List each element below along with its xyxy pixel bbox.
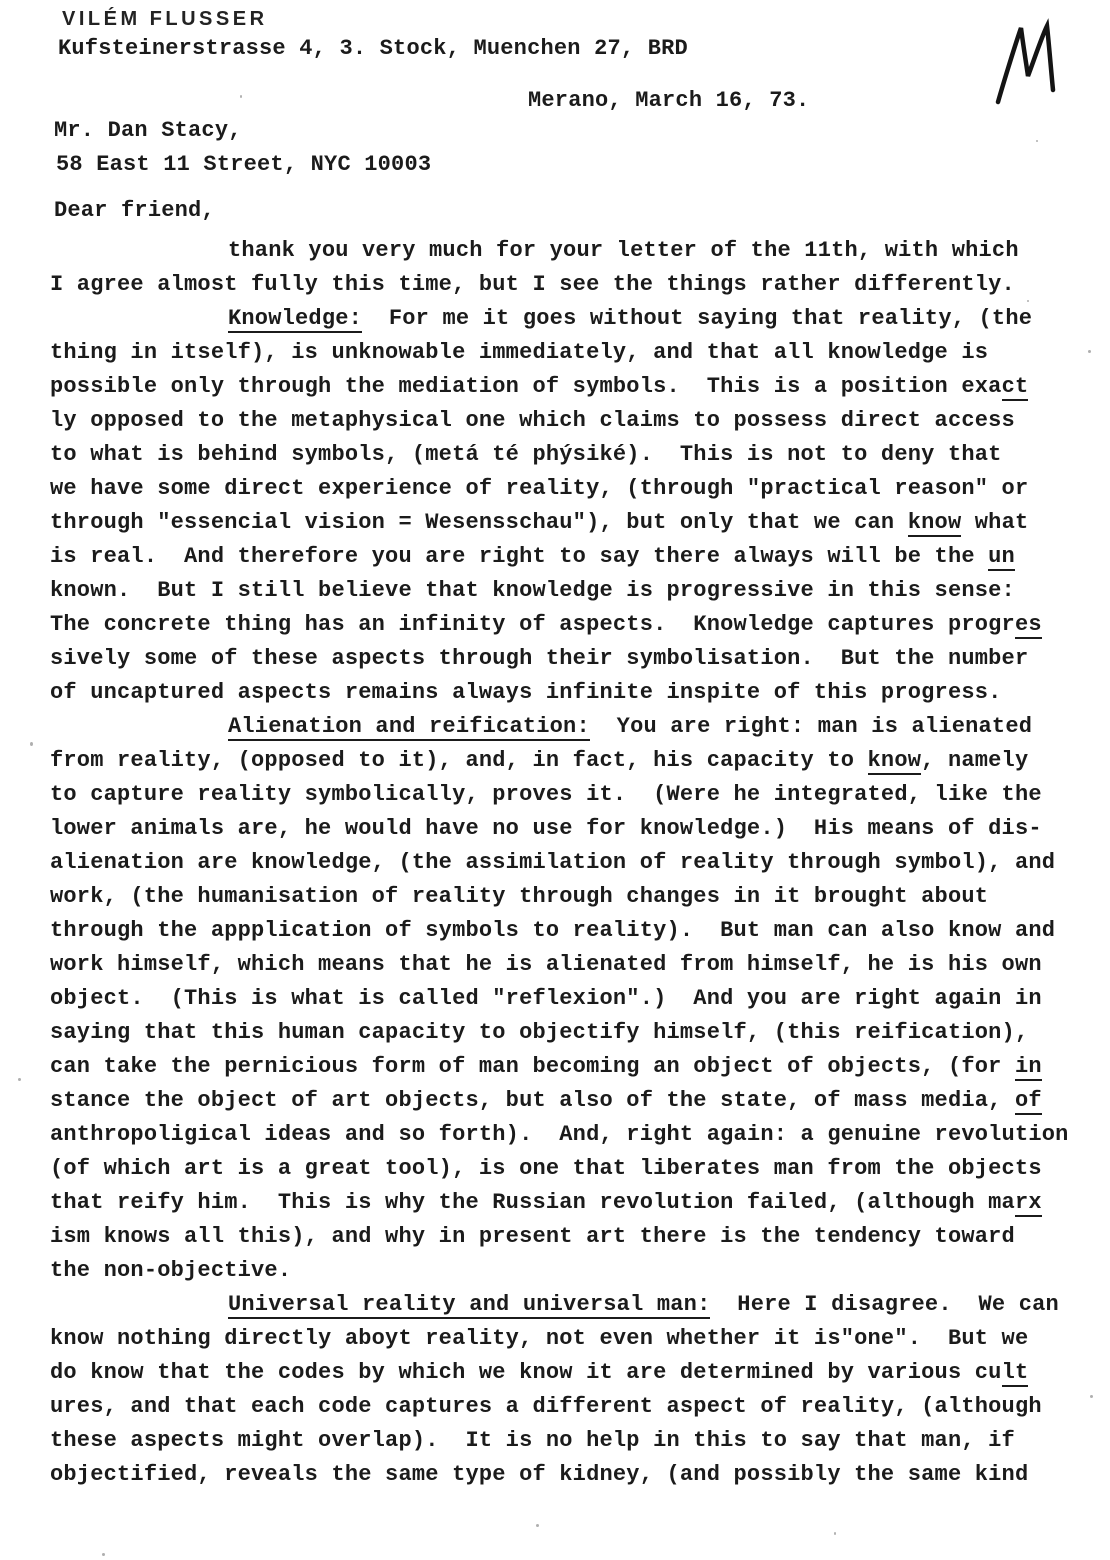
letter-line (50, 234, 1110, 268)
underlined-text: un (988, 544, 1015, 569)
letter-line (50, 438, 1110, 472)
letter-line (50, 1458, 1110, 1492)
handwritten-m-mark (988, 18, 1070, 110)
typed-text: know nothing directly aboyt reality, not even whether it is"one". But we (50, 1326, 1029, 1351)
typed-text: to capture reality symbolically, proves it. (Were he integrated, like the (50, 782, 1042, 807)
typed-text: what (961, 510, 1029, 535)
letter-line (50, 880, 1110, 914)
typed-text: thing in itself), is unknowable immediately, and that all knowledge is (50, 340, 989, 365)
typed-text: For me it goes without saying that reality, (the (362, 306, 1033, 331)
typed-text: lower animals are, he would have no use for knowledge.) His means of dis- (50, 816, 1042, 841)
typed-text: alienation are knowledge, (the assimilation of reality through symbol), and (50, 850, 1056, 875)
scan-speck (536, 1524, 539, 1527)
typed-text: do know that the codes by which we know it are determined by various cu (50, 1360, 1002, 1385)
letter-line (50, 1254, 1110, 1288)
letter-line (50, 404, 1110, 438)
letter-line (50, 370, 1110, 404)
letter-line (50, 336, 1110, 370)
typed-text: I agree almost fully this time, but I see the things rather differently. (50, 272, 1015, 297)
scan-speck (1088, 350, 1091, 353)
typed-text: sively some of these aspects through their symbolisation. But the number (50, 646, 1029, 671)
letter-line (50, 540, 1110, 574)
typed-text: work, (the humanisation of reality through changes in it brought about (50, 884, 989, 909)
typed-text: can take the pernicious form of man becoming an object of objects, (for (50, 1054, 1015, 1079)
typed-text: these aspects might overlap). It is no help in this to say that man, if (50, 1428, 1015, 1453)
typed-text: , namely (921, 748, 1029, 773)
letter-line (50, 608, 1110, 642)
letter-line (50, 1186, 1110, 1220)
typed-text: Here I disagree. We can (710, 1292, 1059, 1317)
letter-line (50, 948, 1110, 982)
underlined-text: Knowledge: (228, 306, 363, 331)
letterhead-address: Kufsteinerstrasse 4, 3. Stock, Muenchen 27, BRD (58, 36, 688, 61)
letter-line (50, 1084, 1110, 1118)
letter-line (50, 676, 1110, 710)
recipient-address: 58 East 11 Street, NYC 10003 (56, 152, 432, 177)
letter-line (50, 1118, 1110, 1152)
letter-line (50, 1322, 1110, 1356)
underlined-text: ct (1001, 374, 1029, 399)
letter-line (50, 778, 1110, 812)
letter-line (50, 914, 1110, 948)
typed-text: ism knows all this), and why in present art there is the tendency toward (50, 1224, 1015, 1249)
typed-text: You are right: man is alienated (589, 714, 1033, 739)
letter-line (50, 1050, 1110, 1084)
underlined-text: es (1014, 612, 1042, 637)
letter-line (50, 812, 1110, 846)
underlined-text: rx (1014, 1190, 1042, 1215)
scan-speck (18, 1078, 21, 1081)
typed-text: known. But I still believe that knowledge is progressive in this sense: (50, 578, 1015, 603)
typed-text: ly opposed to the metaphysical one which claims to possess direct access (50, 408, 1015, 433)
letter-line (50, 1016, 1110, 1050)
letter-line (50, 744, 1110, 778)
typed-text: we have some direct experience of reality, (through "practical reason" or (50, 476, 1029, 501)
scan-speck (102, 1553, 105, 1556)
letter-line (50, 1152, 1110, 1186)
letter-line (50, 506, 1110, 540)
typed-text: anthropoligical ideas and so forth). And, right again: a genuine revolution (50, 1122, 1069, 1147)
letter-line (50, 1220, 1110, 1254)
scan-speck (30, 742, 33, 746)
typed-text: the non-objective. (50, 1258, 292, 1283)
underlined-text: of (1014, 1088, 1042, 1113)
underlined-text: know (867, 748, 922, 773)
underlined-text: in (1014, 1054, 1042, 1079)
typed-text: work himself, which means that he is alienated from himself, he is his own (50, 952, 1042, 977)
typed-text: from reality, (opposed to it), and, in fact, his capacity to (50, 748, 868, 773)
typed-text: ures, and that each code captures a different aspect of reality, (although (50, 1394, 1042, 1419)
typed-text: of uncaptured aspects remains always infinite inspite of this progress. (50, 680, 1002, 705)
typed-text: that reify him. This is why the Russian revolution failed, (although ma (50, 1190, 1015, 1215)
letter-line (50, 1424, 1110, 1458)
letter-line (50, 472, 1110, 506)
letter-line (50, 1288, 1110, 1322)
letter-line (50, 642, 1110, 676)
underlined-text: lt (1001, 1360, 1029, 1385)
typed-text: through "essencial vision = Wesensschau"), but only that we can (50, 510, 908, 535)
scan-speck (834, 1532, 836, 1535)
letterhead-name: VILÉM FLUSSER (62, 8, 268, 30)
typed-text: possible only through the mediation of symbols. This is a position exa (50, 374, 1002, 399)
typed-text: to what is behind symbols, (metá té phýsiké). This is not to deny that (50, 442, 1002, 467)
scan-speck (1036, 140, 1038, 142)
typed-text: (of which art is a great tool), is one that liberates man from the objects (50, 1156, 1042, 1181)
salutation: Dear friend, (54, 198, 215, 223)
scan-speck (1027, 300, 1029, 302)
scan-speck (240, 95, 242, 98)
typed-text: The concrete thing has an infinity of aspects. Knowledge captures progr (50, 612, 1015, 637)
typed-text: object. (This is what is called "reflexion".) And you are right again in (50, 986, 1042, 1011)
typed-text: objectified, reveals the same type of kidney, (and possibly the same kind (50, 1462, 1029, 1487)
letter-line (50, 574, 1110, 608)
letter-line (50, 302, 1110, 336)
letter-line (50, 982, 1110, 1016)
letter-line (50, 1356, 1110, 1390)
dateline: Merano, March 16, 73. (528, 88, 810, 113)
underlined-text: know (907, 510, 962, 535)
letter-line (50, 268, 1110, 302)
scan-speck (1090, 1395, 1093, 1398)
letter-line (50, 710, 1110, 744)
letter-line (50, 1390, 1110, 1424)
underlined-text: Alienation and reification: (228, 714, 590, 739)
underlined-text: Universal reality and universal man: (228, 1292, 711, 1317)
recipient-name: Mr. Dan Stacy, (54, 118, 242, 143)
typed-text: through the appplication of symbols to reality). But man can also know and (50, 918, 1056, 943)
letter-body (50, 234, 1110, 1492)
typed-text: thank you very much for your letter of the 11th, with which (228, 238, 1019, 263)
typed-text: is real. And therefore you are right to say there always will be the (50, 544, 989, 569)
typed-text: stance the object of art objects, but also of the state, of mass media, (50, 1088, 1015, 1113)
typed-text: saying that this human capacity to objectify himself, (this reification), (50, 1020, 1029, 1045)
letter-line (50, 846, 1110, 880)
